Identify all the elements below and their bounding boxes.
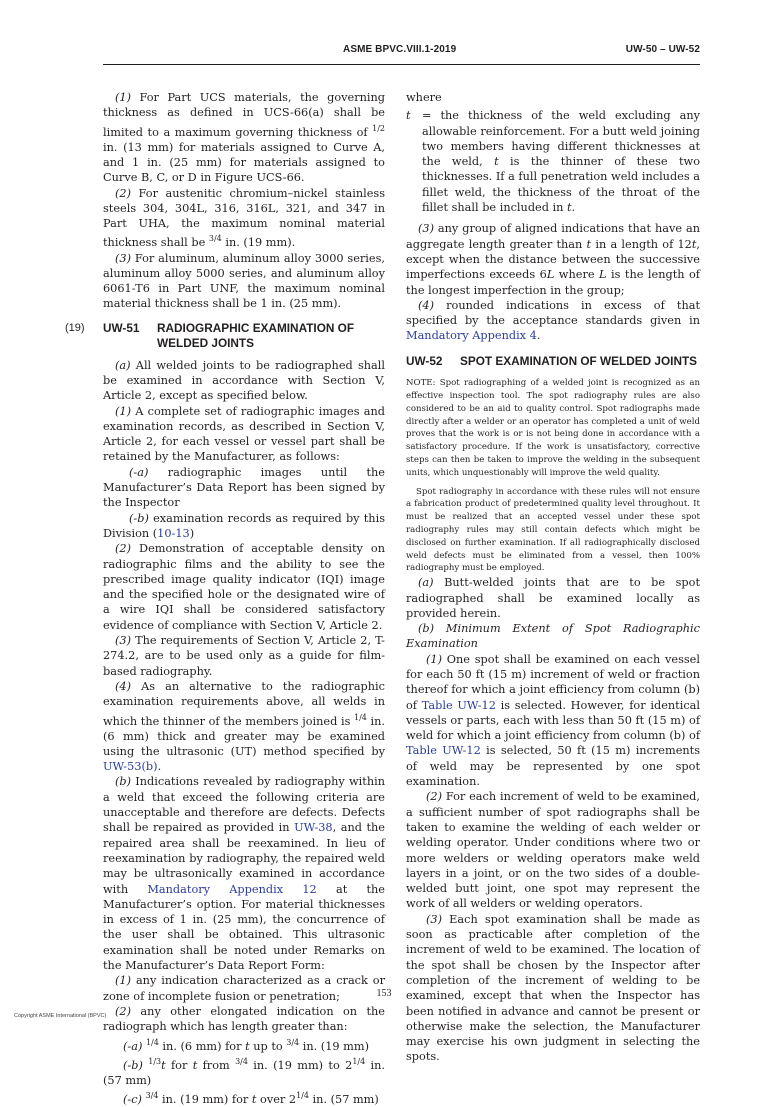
note-paragraph-2: Spot radiography in accordance with these rules will not ensure a fabrication product of predetermined quality level throughout. It must be realized that an accepted vessel under these spot radiography rules may still contain defects which might be disclosed on further examination. If all radiographically disclosed weld defects must be eliminated from a vessel, then 100% radiography must be employed. bbox=[406, 486, 700, 574]
paragraph-uw51-b: (b) Indications revealed by radiography within a weld that exceed the following criteria are unacceptable and therefore are defects. Defects shall be repaired as provided in UW-38, and the repaired area shall be reexamined. In lieu of reexamination by radiography, the repaired weld may be ultrasonically examined in accordance with Mandatory Appendix 12 at the Manufacturer’s option. For material thicknesses in excess of 1 in. (25 mm), the concurrence of the user shall be obtained. This ultrasonic examination shall be noted under Remarks on the Manufacturer’s Data Report Form: bbox=[103, 775, 385, 973]
link-mandatory-appendix-4[interactable]: Mandatory Appendix 4 bbox=[406, 329, 537, 343]
running-header-range: UW-50 – UW-52 bbox=[625, 44, 700, 55]
link-uw-38[interactable]: UW-38 bbox=[294, 821, 333, 835]
right-column bbox=[406, 90, 700, 1065]
paragraph-uw51-b2b: (-b) $^{1/3}$t for t from $^{3/4}$ in. (19 mm) to $2^{1/4}$ in. (57 mm) bbox=[103, 1056, 386, 1087]
page-number: 153 bbox=[376, 988, 392, 999]
paragraph-uw52-a: (a) Butt-welded joints that are to be spot radiographed shall be examined locally as provided herein. bbox=[406, 576, 700, 620]
paragraph-uw51-a4: (4) As an alternative to the radiographic examination requirements above, all welds in which the thinner of the members joined is $^{1/4}$ in. (6 mm) thick and greater may be examined using the ultrasonic (UT) method specified by UW-53(b). bbox=[103, 679, 386, 774]
paragraph-uw51-a1a: (-a) radiographic images until the Manufacturer’s Data Report has been signed by the Inspector bbox=[103, 465, 385, 510]
paragraph-uw51-b3: (3) any group of aligned indications that have an aggregate length greater than t in a length of 12t, except when the distance between the successive imperfections exceeds 6L where L is the length of the longest imperfection in the group; bbox=[406, 222, 701, 297]
paragraph-unf: (3) For aluminum, aluminum alloy 3000 series, aluminum alloy 5000 series, and aluminum alloy 6061-T6 in Part UNF, the maximum nominal material thickness shall be 1 in. (25 mm). bbox=[103, 251, 385, 311]
paragraph-uw51-b2: (2) any other elongated indication on the radiograph which has length greater than: bbox=[103, 1004, 385, 1034]
paragraph-uw51-b2c: (-c) $^{3/4}$ in. (19 mm) for t over $2^{1/4}$ in. (57 mm) bbox=[123, 1090, 379, 1106]
section-heading-uw52: UW-52 SPOT EXAMINATION OF WELDED JOINTS bbox=[406, 353, 698, 368]
link-10-13[interactable]: 10-13 bbox=[157, 526, 190, 540]
copyright-notice: Copyright ASME International (BPVC) bbox=[14, 1013, 107, 1019]
section-heading-uw51: (19) UW-51 RADIOGRAPHIC EXAMINATION OF WELDED JOINTS bbox=[65, 320, 355, 351]
paragraph-uw52-b3: (3) Each spot examination shall be made as soon as practicable after completion of the increment of weld to be examined. The location of the spot shall be chosen by the Inspector after completion of the increment of welding to be examined, except that when the Inspector has been notified in advance and cannot be present or otherwise make the selection, the Manufacturer may exercise his own judgment in selecting the spots. bbox=[406, 912, 700, 1064]
link-table-uw-12-second[interactable]: Table UW-12 bbox=[406, 744, 481, 758]
paragraph-uw52-b1: (1) One spot shall be examined on each vessel for each 50 ft (15 m) increment of weld or fraction thereof for which a joint efficiency from column (b) of Table UW-12 is selected. However, for identical vessels or parts, each with less than 50 ft (15 m) of weld for which a joint efficiency from column (b) of Table UW-12 is selected, 50 ft (15 m) increments of weld may be represented by one spot examination. bbox=[406, 652, 701, 789]
paragraph-uw51-b1: (1) any indication characterized as a crack or zone of incomplete fusion or penetration; bbox=[103, 974, 385, 1003]
where-label: where bbox=[406, 91, 442, 104]
link-uw-53b[interactable]: UW-53(b) bbox=[103, 760, 158, 774]
link-mandatory-appendix-12[interactable]: Mandatory Appendix 12 bbox=[147, 882, 317, 896]
paragraph-uw51-a3: (3) The requirements of Section V, Article 2, T-274.2, are to be used only as a guide for film-based radiography. bbox=[103, 634, 385, 678]
note-paragraph-1: NOTE: Spot radiographing of a welded joint is recognized as an effective inspection tool. The spot radiography rules are also considered to be an aid to quality control. Spot radiographs made directly after a welder or an operator has completed a unit of weld proves that the work is or is not being done in accordance with a satisfactory procedure. If the work is unsatisfactory, corrective steps can then be taken to improve the welding in the subsequent units, which unquestionably will improve the weld quality. bbox=[406, 378, 700, 478]
paragraph-uw51-b2a: (-a) $^{1/4}$ in. (6 mm) for t up to $^{3/4}$ in. (19 mm) bbox=[123, 1037, 370, 1053]
paragraph-uha: (2) For austenitic chromium–nickel stainless steels 304, 304L, 316, 316L, 321, and 347 in Part UHA, the maximum nominal material thickness shall be $^{3/4}$ in. (19 mm). bbox=[103, 186, 385, 250]
paragraph-ucs: (1) For Part UCS materials, the governing thickness as defined in UCS-66(a) shall be limited to a maximum governing thickness of $^{1/2}$ in. (13 mm) for materials assigned to Curve A, and 1 in. (25 mm) for materials assigned to Curve B, C, or D in Figure UCS-66. bbox=[103, 91, 385, 185]
paragraph-uw51-a1: (1) A complete set of radiographic images and examination records, as described in Section V, Article 2, for each vessel or vessel part shall be retained by the Manufacturer, as follows: bbox=[103, 404, 385, 464]
running-header-code: ASME BPVC.VIII.1-2019 bbox=[343, 44, 457, 55]
subheading-uw52-b: (b) Minimum Extent of Spot Radiographic Examination bbox=[406, 622, 700, 651]
left-column bbox=[65, 90, 386, 1107]
revision-tag: (19) bbox=[65, 321, 85, 334]
paragraph-uw51-b4: (4) rounded indications in excess of that specified by the acceptance standards given in Mandatory Appendix 4. bbox=[406, 298, 700, 343]
paragraph-uw51-a: (a) All welded joints to be radiographed shall be examined in accordance with Section V, Article 2, except as specified below. bbox=[103, 358, 385, 403]
link-table-uw-12[interactable]: Table UW-12 bbox=[421, 698, 496, 712]
paragraph-uw51-a2: (2) Demonstration of acceptable density on radiographic films and the ability to see the prescribed image quality indicator (IQI) image and the specified hole or the designated wire of a wire IQI shall be considered satisfactory evidence of compliance with Section V, Article 2. bbox=[103, 542, 385, 632]
paragraph-uw51-a1b: (-b) examination records as required by this Division (10-13) bbox=[103, 511, 385, 540]
definition-t: t = the thickness of the weld excluding any allowable reinforcement. For a butt weld joining two members having different thicknesses at the weld, t is the thinner of these two thicknesses. If a full penetration weld includes a fillet weld, the thickness of the throat of the fillet shall be included in t. bbox=[406, 109, 700, 215]
paragraph-uw52-b2: (2) For each increment of weld to be examined, a sufficient number of spot radiographs shall be taken to examine the welding of each welder or welding operator. Under conditions where two or more welders or welding operators make weld layers in a joint, or on the two sides of a double-welded butt joint, one spot may represent the work of all welders or welding operators. bbox=[406, 790, 700, 911]
header-rule bbox=[103, 64, 700, 65]
